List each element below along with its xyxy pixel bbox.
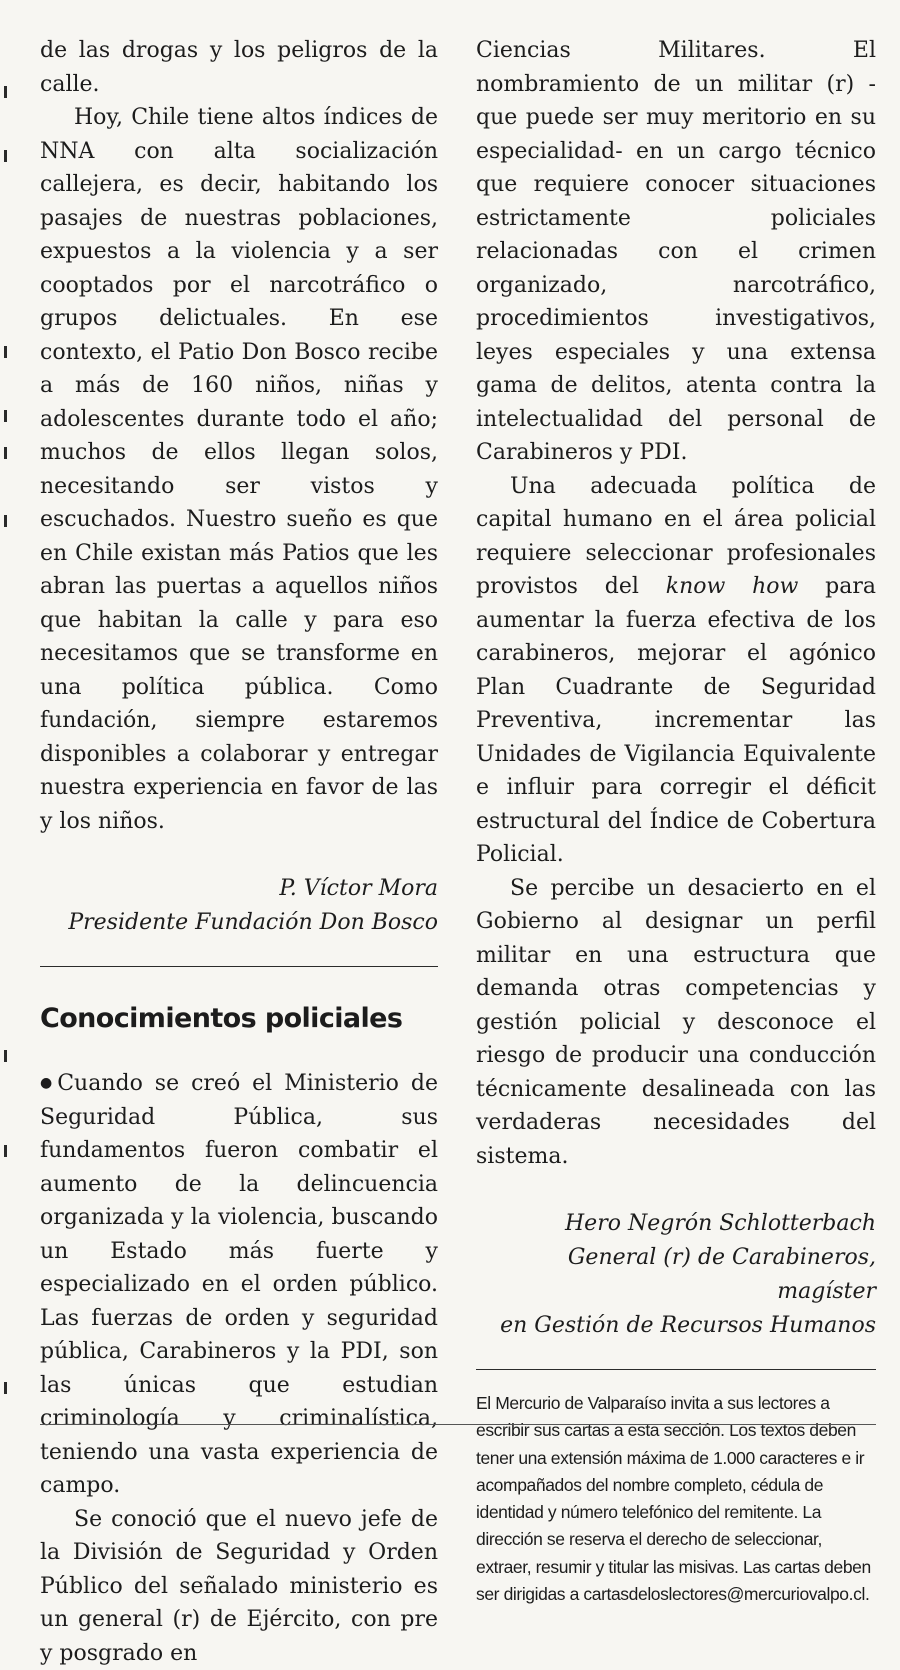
edge-mark xyxy=(4,150,7,162)
letter2-paragraph-3-end: para aumentar la fuerza efectiva de los carabineros, mejorar el agónico Plan Cuadrante de Seguridad Preventiva, incrementar las Unidades de Vigilancia Equivalente e influir para corregir el déficit estructural del Índice de Cobertura Policial. xyxy=(476,574,876,867)
letter2-paragraph-4: Se percibe un desacierto en el Gobierno al designar un perfil militar en una estructura que demanda otras competencias y gestión policial y desconoce el riesgo de producir una conducción técnicamente desalineada con las verdaderas necesidades del sistema. xyxy=(476,872,876,1174)
letter2-paragraph-3-start: Una adecuada política de capital humano en el área policial requiere seleccionar profesionales provistos del xyxy=(476,474,876,600)
letter2-paragraph-2-cont: Ciencias Militares. El nombramiento de un militar (r) -que puede ser muy meritorio en su especialidad- en un cargo técnico que requiere conocer situaciones estrictamente policiales relacionadas con el crimen organizado, narcotráfico, procedimientos investigativos, leyes especiales y una extensa gama de delitos, atenta contra la intelectualidad del personal de Carabineros y PDI. xyxy=(476,34,876,470)
letter2-paragraph-2-start: Se conoció que el nuevo jefe de la División de Seguridad y Orden Público del señalado ministerio es un general (r) de Ejército, con pre y posgrado en xyxy=(40,1503,438,1670)
letter1-signature-title: Presidente Fundación Don Bosco xyxy=(40,906,438,940)
edge-mark xyxy=(4,346,7,358)
right-column xyxy=(476,34,876,1608)
edge-mark xyxy=(4,1382,7,1394)
edge-mark xyxy=(4,447,7,459)
notice-divider xyxy=(476,1369,876,1370)
bottom-rule xyxy=(40,1424,876,1425)
adjacent-column-edge xyxy=(0,0,14,1436)
letter2-paragraph-1-text: Cuando se creó el Ministerio de Seguridad Pública, sus fundamentos fueron combatir el aumento de la delincuencia organizada y la violencia, buscando un Estado más fuerte y especializado en el orden público. Las fuerzas de orden y seguridad pública, Carabineros y la PDI, son las únicas que estudian criminología y criminalística, teniendo una vasta experiencia de campo. xyxy=(40,1071,438,1498)
edge-mark xyxy=(4,515,7,527)
letter1-paragraph-1: de las drogas y los peligros de la calle. xyxy=(40,34,438,101)
edge-mark xyxy=(4,1145,7,1157)
submission-notice: El Mercurio de Valparaíso invita a sus lectores a escribir sus cartas a esta sección. Los textos deben tener una extensión máxima de 1.000 caracteres e ir acompañados del nombre completo, cédula de identidad y número telefónico del remitente. La dirección se reserva el derecho de seleccionar, extraer, resumir y titular las misivas. Las cartas deben ser dirigidas a cartasdeloslectores@mercuriovalpo.cl. xyxy=(476,1390,876,1608)
bullet-icon: ● xyxy=(40,1075,57,1091)
letter2-signature-name: Hero Negrón Schlotterbach xyxy=(476,1207,876,1241)
letter2-paragraph-3 xyxy=(476,470,876,872)
letter2-headline: Conocimientos policiales xyxy=(40,999,438,1039)
section-divider xyxy=(40,966,438,967)
letter1-paragraph-2: Hoy, Chile tiene altos índices de NNA con alta socialización callejera, es decir, habitando los pasajes de nuestras poblaciones, expuestos a la violencia y a ser cooptados por el narcotráfico o grupos delictuales. En ese contexto, el Patio Don Bosco recibe a más de 160 niños, niñas y adolescentes durante todo el año; muchos de ellos llegan solos, necesitando ser vistos y escuchados. Nuestro sueño es que en Chile existan más Patios que les abran las puertas a aquellos niños que habitan la calle y para eso necesitamos que se transforme en una política pública. Como fundación, siempre estaremos disponibles a colaborar y entregar nuestra experiencia en favor de las y los niños. xyxy=(40,101,438,838)
letter2-signature-title-1: General (r) de Carabineros, magíster xyxy=(476,1241,876,1309)
letter2-signature-title-2: en Gestión de Recursos Humanos xyxy=(476,1309,876,1343)
edge-mark xyxy=(4,86,7,98)
know-how-term: know how xyxy=(666,574,799,599)
edge-mark xyxy=(4,410,7,422)
letter2-paragraph-1 xyxy=(40,1067,438,1503)
letter1-signature-name: P. Víctor Mora xyxy=(40,872,438,906)
edge-mark xyxy=(4,1050,7,1062)
